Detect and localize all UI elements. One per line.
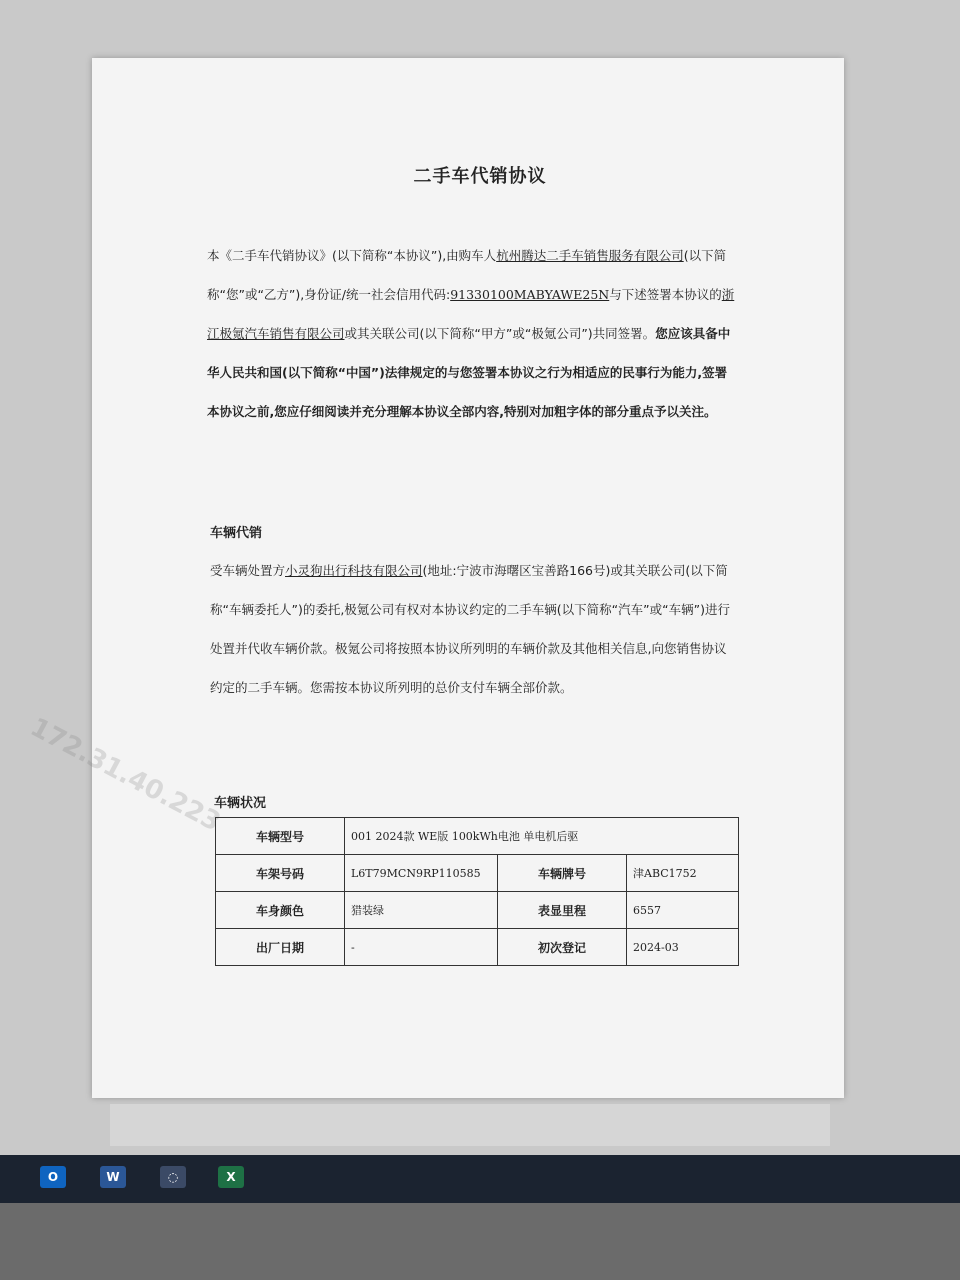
consignment-paragraph xyxy=(210,551,732,707)
label-manufacture-date: 出厂日期 xyxy=(216,929,345,966)
intro-part3: 与下述签署本协议的 xyxy=(609,287,722,302)
label-model: 车辆型号 xyxy=(216,818,345,855)
label-plate: 车辆牌号 xyxy=(498,855,627,892)
value-manufacture-date: - xyxy=(345,929,498,966)
intro-part1: 本《二手车代销协议》(以下简称“本协议”),由购车人 xyxy=(207,248,497,263)
value-vin: L6T79MCN9RP110585 xyxy=(345,855,498,892)
table-row xyxy=(216,818,739,855)
document-title: 二手车代销协议 xyxy=(413,166,547,187)
table-row xyxy=(216,929,739,966)
consignment-part1: 受车辆处置方 xyxy=(210,563,286,578)
company-name: 浙江极氪汽车销售有限公司 xyxy=(207,287,735,341)
label-vin: 车架号码 xyxy=(216,855,345,892)
value-mileage: 6557 xyxy=(627,892,739,929)
credit-code: 91330100MABYAWE25N xyxy=(450,287,610,302)
intro-part4: 或其关联公司(以下简称“甲方”或“极氪公司”)共同签署。 xyxy=(344,326,656,341)
buyer-name: 杭州腾达二手车销售服务有限公司 xyxy=(496,248,684,263)
intro-bold-text: 您应该具备中华人民共和国(以下简称“中国”)法律规定的与您签署本协议之行为相适应的民事行为能力,签署本协议之前,您应仔细阅读并充分理解本协议全部内容,特别对加粗字体的部分重点予以关注。 xyxy=(207,326,731,419)
chat-icon[interactable]: ◌ xyxy=(160,1166,186,1188)
page-gap xyxy=(110,1104,830,1146)
value-first-registration: 2024-03 xyxy=(627,929,739,966)
consignment-part2: (地址:宁波市海曙区宝善路166号)或其关联公司(以下简称“车辆委托人”)的委托,极氪公司有权对本协议约定的二手车辆(以下简称“汽车”或“车辆”)进行处置并代收车辆价款。极氪公司将按照本协议所列明的车辆价款及其他相关信息,向您销售协议约定的二手车辆。您需按本协议所列明的总价支付车辆全部价款。 xyxy=(210,563,730,695)
disposer-name: 小灵狗出行科技有限公司 xyxy=(285,563,423,578)
label-color: 车身颜色 xyxy=(216,892,345,929)
intro-paragraph xyxy=(207,236,735,431)
watermark: 172.31.40.223 xyxy=(25,712,226,838)
table-row xyxy=(216,855,739,892)
value-model: 001 2024款 WE版 100kWh电池 单电机后驱 xyxy=(345,818,739,855)
value-plate: 津ABC1752 xyxy=(627,855,739,892)
excel-icon[interactable]: X xyxy=(218,1166,244,1188)
monitor-bezel xyxy=(0,1203,960,1280)
label-first-registration: 初次登记 xyxy=(498,929,627,966)
label-mileage: 表显里程 xyxy=(498,892,627,929)
section-title-consignment: 车辆代销 xyxy=(210,526,263,541)
intro-part2: (以下简称“您”或“乙方”),身份证/统一社会信用代码: xyxy=(207,248,727,302)
vehicle-table xyxy=(215,817,739,966)
section-title-vehicle-status: 车辆状况 xyxy=(214,796,267,811)
word-icon[interactable]: W xyxy=(100,1166,126,1188)
table-row xyxy=(216,892,739,929)
outlook-icon[interactable]: O xyxy=(40,1166,66,1188)
taskbar xyxy=(0,1155,960,1203)
value-color: 猎装绿 xyxy=(345,892,498,929)
